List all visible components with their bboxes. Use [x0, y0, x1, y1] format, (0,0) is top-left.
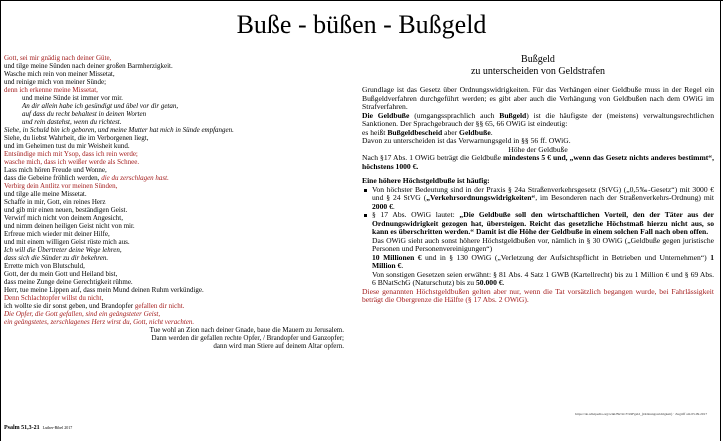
psalm-line: Verwirf mich nicht von deinem Angesicht, [4, 214, 123, 222]
psalm-line: und reinige mich von meiner Sünde; [4, 78, 107, 86]
subheading-hoehere: Eine höhere Höchstgeldbuße ist häufig: [362, 176, 490, 185]
psalm-line: Denn Schlachtopfer willst du nicht, [4, 294, 104, 302]
text: Von höchster Bedeutung sind in der Praxis § 24a Straßenverkehrsgesetz (StVG) („0,5‰-Gesetz“) mit 3000 € und § 24 StVG ( [372, 184, 714, 202]
amount: 50.000 € [475, 278, 503, 287]
psalm-line: und nimm deinen heiligen Geist nicht von mir. [4, 222, 135, 230]
text: . [392, 201, 395, 211]
psalm-line: und rein dastehst, wenn du richtest. [22, 118, 122, 126]
psalm-reference-text: Psalm 51,3-21 [4, 425, 40, 431]
psalm-line: dass die Gebeine fröhlich werden, die du zerschlagen hast. [4, 174, 169, 182]
psalm-line: und gib mir einen neuen, beständigen Geist. [4, 206, 128, 214]
psalm-line: und meine Sünde ist immer vor mir. [22, 94, 123, 102]
psalm-line: Ich will die Übertreter deine Wege lehren, [4, 246, 122, 254]
psalm-line: wasche mich, dass ich weißer werde als Schnee. [4, 158, 140, 166]
psalm-line: Erfreue mich wieder mit deiner Hilfe, [4, 230, 110, 238]
psalm-line: ich wollte sie dir sonst geben, und Brandopfer gefallen dir nicht. [4, 302, 185, 310]
paragraph-hoehe [362, 154, 714, 171]
term-bussgeld: Bußgeld [499, 110, 527, 120]
frame-top-line [0, 0, 723, 1]
psalm-line: und im Geheimen tust du mir Weisheit kund. [4, 142, 130, 150]
quote: „Die Geldbuße soll den wirtschaftlichen Vorteil, den der Täter aus der Ordnungswidrigkeit gezogen hat, übersteigen. Reicht das gesetzliche Höchstmaß hierzu nicht aus, so kann es überschritten werden.“ Damit ist die Höhe der Geldbuße in einem solchen Fall nach oben offen. [372, 210, 714, 236]
text: und in § 130 OWiG („Verletzung der Aufsichtspflicht in Betrieben und Unternehmen“) [421, 252, 711, 262]
psalm-line: Schaffe in mir, Gott, ein reines Herz [4, 198, 106, 206]
psalm-line: Lass mich hören Freude und Wonne, [4, 166, 107, 174]
psalm-line: dass meine Zunge deine Gerechtigkeit rühme. [4, 278, 133, 286]
paragraph-fahrlaessigkeit: Diese genannten Höchstgeldbußen gelten aber nur, wenn die Tat vorsätzlich begangen wurde, bei Fahrlässigkeit beträgt die Obergrenze die Hälfte (§ 17 Abs. 2 OWiG). [362, 286, 714, 304]
bullet-owig [362, 211, 714, 237]
term-geldbusse-2: Geldbuße [459, 127, 491, 137]
psalm-reference-note: Luther-Bibel 2017 [42, 425, 73, 430]
text: § 17 Abs. OWiG lautet: [372, 210, 460, 219]
psalm-line: Verbirg dein Antlitz vor meinen Sünden, [4, 182, 118, 190]
section-heading: Bußgeld [521, 54, 555, 65]
psalm-line: Die Opfer, die Gott gefallen, sind ein geängsteter Geist, [4, 310, 161, 318]
psalm-line: ein geängstetes, zerschlagenes Herz wirst du, Gott, nicht verachten. [4, 318, 195, 326]
psalm-reference [4, 425, 72, 431]
amount: 2000 € [372, 201, 393, 211]
subheading-hoehe: Höhe der Geldbuße [508, 144, 568, 154]
term-bescheid: Bußgeldbescheid [387, 127, 443, 137]
text: . [401, 261, 404, 270]
psalm-column [4, 54, 354, 350]
amount: 10 Millionen € [372, 252, 422, 262]
psalm-line: und tilge alle meine Missetat. [4, 190, 87, 198]
page-title: Buße - büßen - Bußgeld [236, 10, 487, 39]
text: , im Besonderen nach der Straßenverkehrs-Ordnung) mit [535, 193, 714, 202]
term-verkehr: „Verkehrsordnungswidrigkeiten“ [426, 193, 536, 202]
paragraph-owig-higher: Das OWiG sieht auch sonst höhere Höchstgeldbußen vor, nämlich in § 30 OWiG („Geldbuße gegen juristische Personen und Personenvereinigungen“) [372, 235, 714, 253]
text: . [502, 278, 505, 287]
text: Von sonstigen Gesetzen seien erwähnt: § 81 Abs. 4 Satz 1 GWB (Kartellrecht) bis zu 1 Million € und § 69 Abs. 6 BNatSchG (Naturschutz) bis zu [372, 269, 714, 287]
psalm-line: denn ich erkenne meine Missetat, [4, 86, 98, 94]
psalm-line: und mit einem willigen Geist rüste mich aus. [4, 238, 130, 246]
bullet-stvg [362, 186, 714, 212]
amount: 1 Million € [372, 252, 714, 270]
psalm-line: Errette mich von Blutschuld, [4, 262, 85, 270]
psalm-line: Entsündige mich mit Ysop, dass ich rein werde; [4, 150, 138, 158]
term-geldbusse: Die Geldbuße [362, 110, 410, 120]
psalm-line: Gott, der du mein Gott und Heiland bist, [4, 270, 118, 278]
text: es heißt [362, 127, 388, 137]
text: Nach §17 Abs. 1 OWiG beträgt die Geldbuße [362, 153, 504, 162]
psalm-line: und tilge meine Sünden nach deiner großen Barmherzigkeit. [4, 62, 173, 70]
psalm-line: auf dass du recht behaltest in deinen Worten [22, 110, 147, 118]
text: (umgangssprachlich auch [409, 110, 500, 120]
source-citation: https://de.wikipedia.org/wiki/Bu%C3%9Fgeld_(Ordnungswidrigkeit) · Zugriff am 05.09.2017 [575, 412, 708, 416]
paragraph-verwarnungsgeld: Davon zu unterscheiden ist das Verwarnungsgeld in §§ 56 ff. OWiG. [362, 136, 571, 145]
psalm-line: dass sich die Sünder zu dir bekehren. [4, 254, 109, 262]
section-subheading: zu unterscheiden von Geldstrafen [470, 66, 606, 77]
paragraph-basis: Grundlage ist das Gesetz über Ordnungswidrigkeiten. Für das Verhängen einer Geldbuße muss in der Regel ein Bußgeldverfahren durchgeführt werden; es gibt aber auch die Verhängung von Geldbußen nach dem OWiG im Strafverfahren. [362, 85, 714, 111]
psalm-line: An dir allein habe ich gesündigt und übel vor dir getan, [22, 102, 179, 110]
psalm-line: Siehe, in Schuld bin ich geboren, und meine Mutter hat mich in Sünde empfangen. [4, 126, 234, 134]
psalm-line: Dann werden dir gefallen rechte Opfer, / Brandopfer und Ganzopfer; [151, 334, 344, 342]
frame-right-line [720, 0, 721, 441]
paragraph-definition [362, 112, 714, 129]
psalm-line: Gott, sei mir gnädig nach deiner Güte, [4, 54, 112, 62]
frame-left-line [0, 0, 1, 441]
psalm-line: dann wird man Stiere auf deinem Altar opfern. [213, 342, 344, 350]
psalm-line: Wasche mich rein von meiner Missetat, [4, 70, 115, 78]
psalm-line: Siehe, du liebst Wahrheit, die im Verborgenen liegt, [4, 134, 149, 142]
paragraph-owig-amounts [362, 254, 714, 271]
bussgeld-column [362, 54, 714, 305]
psalm-line: Herr, tue meine Lippen auf, dass mein Mund deinen Ruhm verkündige. [4, 286, 204, 294]
text: ) ist die häufigste der (meistens) verwaltungsrechtlichen Sanktionen. Der Sprachgebrauch der §§ 65, 66 OWiG ist eindeutig: [362, 110, 714, 128]
text: aber [442, 127, 460, 137]
paragraph-other-laws [362, 271, 714, 288]
text: . [490, 127, 493, 137]
psalm-line: Tue wohl an Zion nach deiner Gnade, baue die Mauern zu Jerusalem. [149, 326, 344, 334]
amount-range: mindestens 5 € und, „wenn das Gesetz nichts anderes bestimmt“, höchstens 1000 €. [362, 153, 715, 171]
